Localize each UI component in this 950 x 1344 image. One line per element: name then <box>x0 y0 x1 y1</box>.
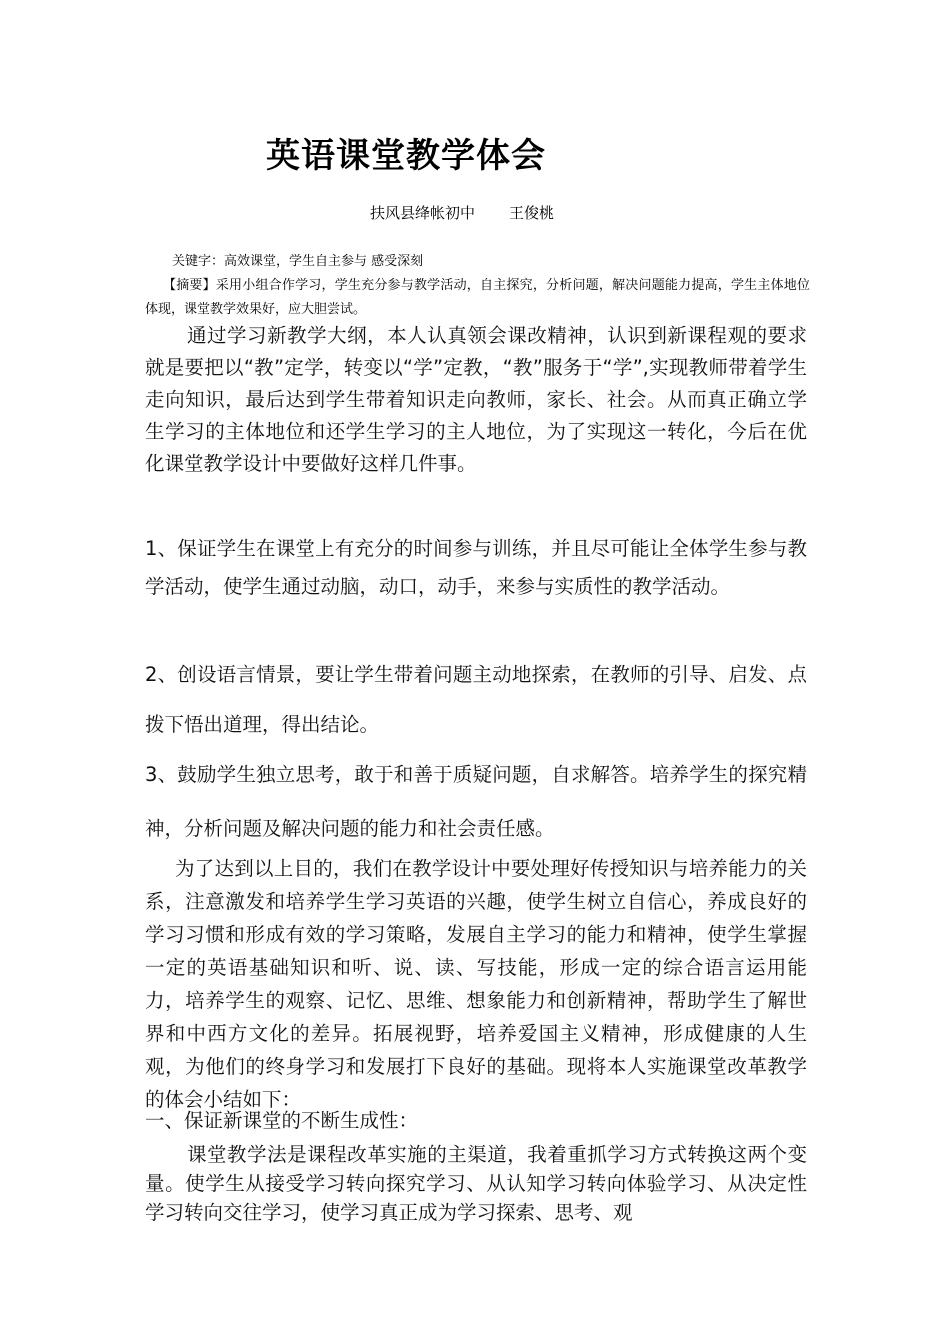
section-heading: 一、保证新课堂的不断生成性： <box>145 1109 419 1132</box>
abstract-paragraph: 【摘要】采用小组合作学习，学生充分参与教学活动，自主探究，分析问题，解决问题能力提高，学生主体地位体现，课堂教学效果好，应大胆尝试。 <box>145 278 810 317</box>
intro-paragraph: 通过学习新教学大纲，本人认真领会课改精神，认识到新课程观的要求就是要把以“教”定学，转变以“学”定教，“教”服务于“学”,实现教师带着学生走向知识，最后达到学生带着知识走向教师，家长、社会。从而真正确立学生学习的主体地位和还学生学习的主人地位，为了实现这一转化，今后在优化课堂教学设计中要做好这样几件事。 <box>145 324 807 475</box>
keywords-line: 关键字：高效课堂，学生自主参与 感受深刻 <box>172 254 424 269</box>
section-paragraph: 课堂教学法是课程改革实施的主渠道，我着重抓学习方式转换这两个变量。使学生从接受学习转向探究学习、从认知学习转向体验学习、从决定性学习转向交往学习，使学习真正成为学习探索、思考、观 <box>145 1143 807 1224</box>
author-line <box>370 202 554 223</box>
point-item-1: 1、保证学生在课堂上有充分的时间参与训练，并且尽可能让全体学生参与教学活动，使学生通过动脑，动口，动手，来参与实质性的教学活动。 <box>145 537 807 598</box>
author-school: 扶风县绛帐初中 <box>370 204 476 222</box>
author-name: 王俊桃 <box>509 204 555 222</box>
point-item-2: 2、创设语言情景，要让学生带着问题主动地探索，在教师的引导、启发、点拨下悟出道理，得出结论。 <box>145 663 807 736</box>
goal-paragraph: 为了达到以上目的，我们在教学设计中要处理好传授知识与培养能力的关系，注意激发和培养学生学习英语的兴趣，使学生树立自信心，养成良好的学习习惯和形成有效的学习策略，发展自主学习的能力和精神，使学生掌握一定的英语基础知识和听、说、读、写技能，形成一定的综合语言运用能力，培养学生的观察、记忆、思维、想象能力和创新精神，帮助学生了解世界和中西方文化的差异。拓展视野，培养爱国主义精神，形成健康的人生观，为他们的终身学习和发展打下良好的基础。现将本人实施课堂改革教学的体会小结如下： <box>145 857 807 1111</box>
document-title: 英语课堂教学体会 <box>266 136 546 176</box>
point-item-3: 3、鼓励学生独立思考，敢于和善于质疑问题，自求解答。培养学生的探究精神，分析问题及解决问题的能力和社会责任感。 <box>145 763 807 840</box>
